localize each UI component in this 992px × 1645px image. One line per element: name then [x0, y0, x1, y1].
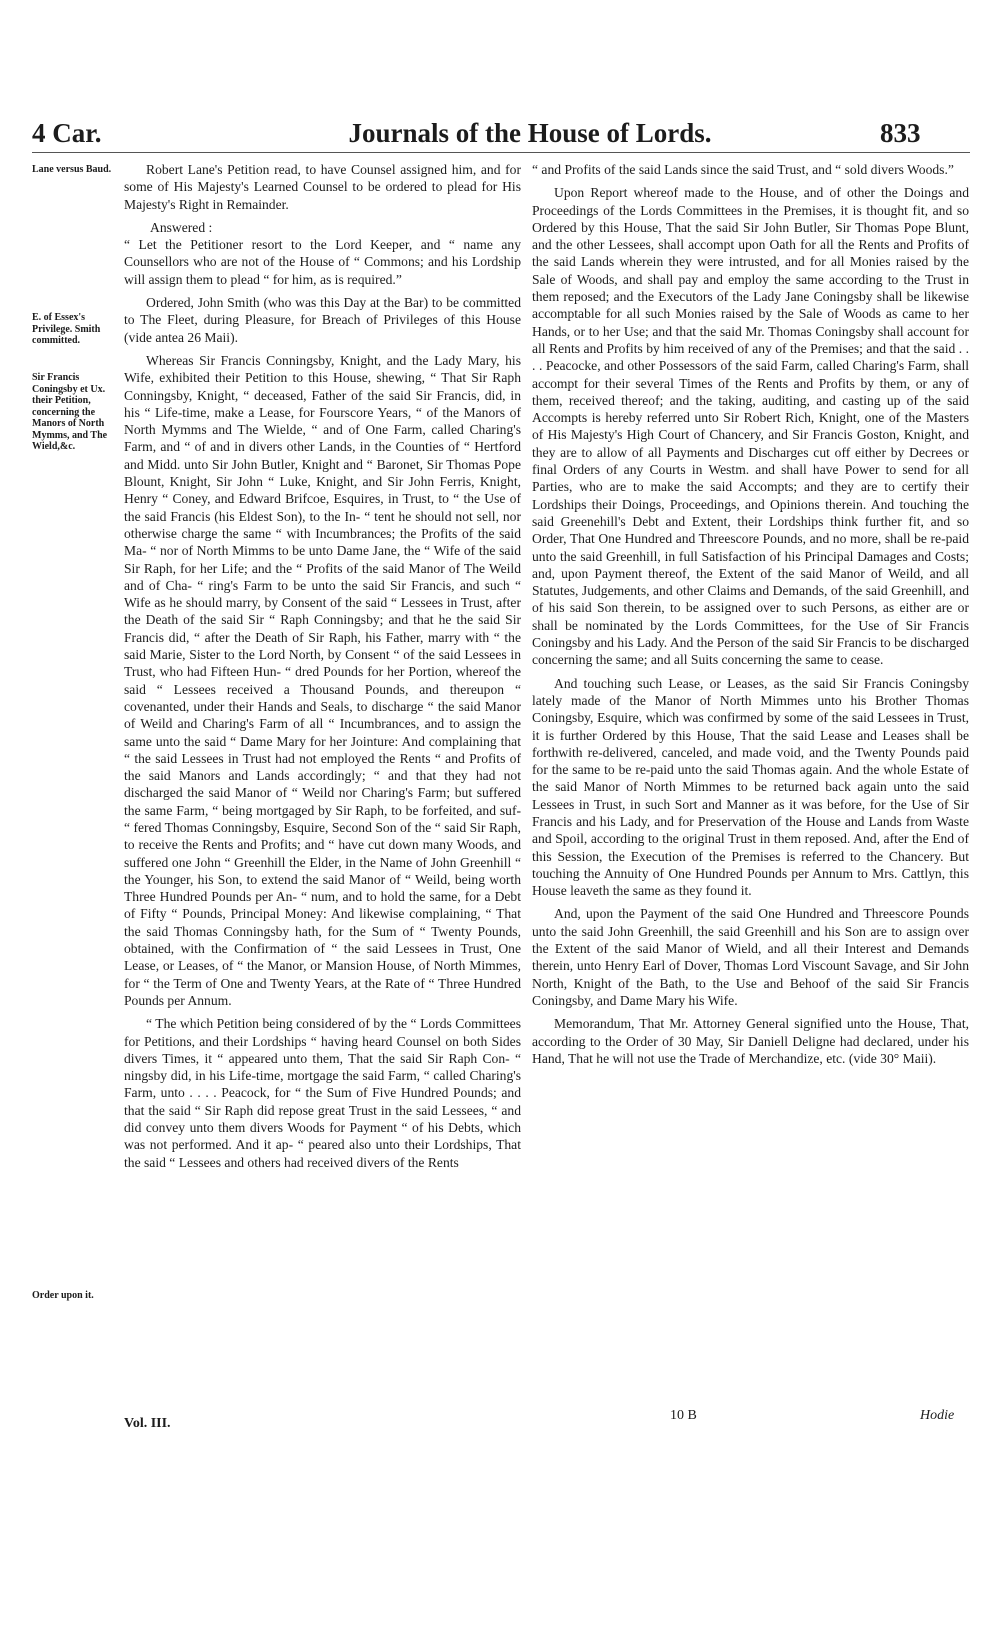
regnal-year: 4 Car.: [32, 118, 102, 148]
header-rule: [32, 152, 970, 153]
paragraph-continued: “ and Profits of the said Lands since the said Trust, and “ sold divers Woods.”: [532, 162, 954, 177]
margin-note-coningsby: Sir Francis Coningsby et Ux. their Petition, concerning the Manors of North Mymms, and The Wield,&c.: [32, 372, 108, 452]
paragraph-answered: Answered :: [150, 219, 213, 235]
left-column: [124, 161, 521, 1177]
paragraph-lease-order: And touching such Lease, or Leases, as the said Sir Francis Coningsby lately made of the Manor of North Mimmes unto his Brother Thomas Coningsby, Esquire, which was confirmed by some of the said Lessees in Trust, it is further Ordered by this House, That the said Lease and Leases shall be forthwith re-delivered, canceled, and made void, and the Twenty Pounds paid for the same to be re-paid unto the said Thomas again. And the whole Estate of the said Manor of North Mimmes to be returned back again unto the said Lessees in Trust, in such Sort and Manner as it was before, for the Use of Sir Francis and his Lady, and for Preservation of the House and Lands from Waste and Spoil, according to the original Trust in them reposed. And, after the End of this Session, the Execution of the Premises is referred to the Chancery. But touching the Annuity of One Hundred Pounds per Annum to Mrs. Cattlyn, this House leaveth the same as they found it.: [532, 675, 969, 899]
paragraph-memorandum: Memorandum, That Mr. Attorney General signified unto the House, That, according to the Order of 30 May, Sir Daniell Deligne had declared, under his Hand, That he will not use the Trade of Merchandize, etc. (vide 30° Maii).: [532, 1016, 969, 1066]
signature-mark: 10 B: [670, 1408, 697, 1423]
paragraph-greenhill-payment: And, upon the Payment of the said One Hundred and Threescore Pounds unto the said John Greenhill, the said Greenhill and his Son are to assign over the Extent of the said Manor of Wield, and all their Interest and Demands therein, unto Henry Earl of Dover, Thomas Lord Viscount Savage, and Sir John North, Knight of the Bath, to the Use and Behoof of the said Sir Francis Coningsby, and Dame Mary his Wife.: [532, 906, 969, 1008]
paragraph-smith-order: Ordered, John Smith (who was this Day at the Bar) to be committed to The Fleet, during Pleasure, for Breach of Privileges of this House (vide antea 26 Maii).: [124, 295, 521, 345]
catchword: Hodie: [920, 1408, 955, 1423]
margin-note-essex: E. of Essex's Privilege. Smith committed.: [32, 312, 101, 346]
page-title: Journals of the House of Lords.: [348, 118, 712, 148]
paragraph-lane-petition: Robert Lane's Petition read, to have Counsel assigned him, and for some of His Majesty's Learned Counsel to be ordered to plead for His Majesty's Right in Remainder.: [124, 162, 521, 212]
paragraph-coningsby-petition: Whereas Sir Francis Conningsby, Knight, and the Lady Mary, his Wife, exhibited their Petition to this House, shewing, “ That Sir Raph Conningsby, Knight, “ deceased, Father of the said Sir Francis, did, in his “ Life-time, make a Lease, for Fourscore Years, “ of the Manors of North Mymms and The Wielde, “ and of One Farm, called Charing's Farm, and “ of and in divers other Lands, in the Counties of “ Hertford and Midd. unto Sir John Butler, Knight and “ Baronet, Sir Thomas Pope Blount, Knight, Sir John “ Luke, Knight, and Sir John Ferris, Knight, Henry “ Coney, and Edward Brifcoe, Esquires, in Trust, to “ the Use of the said Francis (his Eldest Son), to the In- “ tent he should not sell, nor otherwise charge the same “ with Incumbrances; the Profits of the said Ma- “ nor of North Mimms to be unto Dame Jane, the “ Wife of the said Sir Raph, for her Life; and the “ Profits of the said Manor of The Weild and of Cha- “ ring's Farm to be unto the said Sir Francis, and such “ Wife as he should marry, by Consent of the said “ Lessees in Trust, after the Death of the said Sir “ Raph Conningsby; and that he the said Sir Francis did, “ after the Death of Sir Raph, his Father, marry with “ the said Marie, Sister to the Lord North, by Consent “ of the said Lessees in Trust, who had Fifteen Hun- “ dred Pounds for her Portion, whereof the said “ Lessees received a Thousand Pounds, and thereupon “ covenanted, under their Hands and Seals, to discharge “ the said Manor of Weild and Charing's Farm of all “ Incumbrances, and to assign the same unto the said “ Dame Mary for her Jointure: And complaining that “ the said Lessees in Trust had not employed the Rents “ and Profits of the said Manors and Lands accordingly; “ and that they had not discharged the said Manor of “ Weild nor Charing's Farm; but suffered the same Farm, “ being mortgaged by Sir Raph, to be forfeited, and suf- “ fered Thomas Conningsby, Esquire, Second Son of the “ said Sir Raph, to receive the Rents and Profits; and “ have cut down many Woods, and suffered one John “ Greenhill the Elder, in the Name of John Greenhill “ the Younger, his Son, to extend the said Manor of “ Weild, being worth Three Hundred Pounds per An- “ num, and to hold the same, for a Debt of Fifty “ Pounds, Principal Money: And likewise complaining, “ That the said Thomas Conningsby hath, for the Sum of “ Twenty Pounds, obtained, with the Confirmation of “ the said Lessees in Trust, One Lease, or Leases, of “ the Manor, or Mansion House, of North Mimmes, for “ the Term of One and Twenty Years, at the Rate of “ Three Hundred Pounds per Annum.: [124, 352, 521, 1008]
margin-note-lane: Lane versus Baud.: [32, 164, 112, 175]
paragraph-answer-text: “ Let the Petitioner resort to the Lord Keeper, and “ name any Counsellors who are not of the House of “ Commons; and his Lordship will assign them to plead “ for him, as is required.”: [124, 237, 521, 287]
paragraph-report-order: Upon Report whereof made to the House, and of other the Doings and Proceedings of the Lords Committees in the Premises, it is thought fit, and so Ordered by this House, That the said Sir John Butler, Sir Thomas Pope Blunt, and the other Lessees, shall accompt upon Oath for all the Rents and Profits of the said Lands wherein they were intrusted, and for all Monies raised by the Sale of Woods, and shall pay and employ the same according to the Trust in them reposed; and the Executors of the Lady Jane Coningsby shall be likewise accomptable for all such Monies raised by the Sale of Woods as came to her Hands, or to her Use; and that the said Mr. Thomas Coningsby shall account for all Rents and Profits by him received of any of the Premises; and that the said . . . . Peacocke, and other Possessors of the said Farm, called Charing's Farm, shall accompt for their several Times of the Rents and Profits by them, or any of them, received thereof; and the taking, auditing, and casting up of the said Accompts is hereby referred unto Sir Robert Rich, Knight, one of the Masters of His Majesty's High Court of Chancery, and Sir Francis Goston, Knight, and they are to allow of all Payments and Discharges cut off either by Decrees or final Orders of any Courts in Westm. and shall have Power to send for all Parties, who are to make the said Accompts; and they are to certify their Lordships their Doings, Proceedings, and Opinions therein. And touching the said Greenehill's Debt and Extent, their Lordships think further fit, and so Order, That One Hundred and Threescore Pounds, and no more, shall be re-paid unto the said Greenhill, in full Satisfaction of his Principal Damages and Costs; and, upon Payment thereof, the Extent of the said Manor of Weild, and all Statutes, Judgements, and other Claims and Demands, of the said Greenhill, and of his said Son therein, to be assigned over to such Persons, as either are or shall be nominated by the Lords Committees, for the Use of Sir Francis Coningsby and his Lady. And the Person of the said Sir Francis to be discharged concerning the same; and all Suits concerning the same to cease.: [532, 185, 969, 668]
right-column: [532, 161, 969, 1073]
margin-note-order: Order upon it.: [32, 1290, 94, 1301]
paragraph-committee-finding: “ The which Petition being considered of by the “ Lords Committees for Petitions, and their Lordships “ having heard Counsel on both Sides divers Times, it “ appeared unto them, That the said Sir Raph Con- “ ningsby did, in his Life-time, mortgage the said Farm, “ called Charing's Farm, unto . . . . Peacock, for “ the Sum of Five Hundred Pounds; and that the said “ Sir Raph did repose great Trust in the said Lessees, “ and did convey unto them divers Woods for Payment “ of his Debts, which was not performed. And it ap- “ peared also unto their Lordships, That the said “ Lessees and others had received divers of the Rents: [124, 1016, 521, 1170]
page-number: 833: [880, 118, 921, 148]
volume-mark: Vol. III.: [124, 1416, 171, 1431]
